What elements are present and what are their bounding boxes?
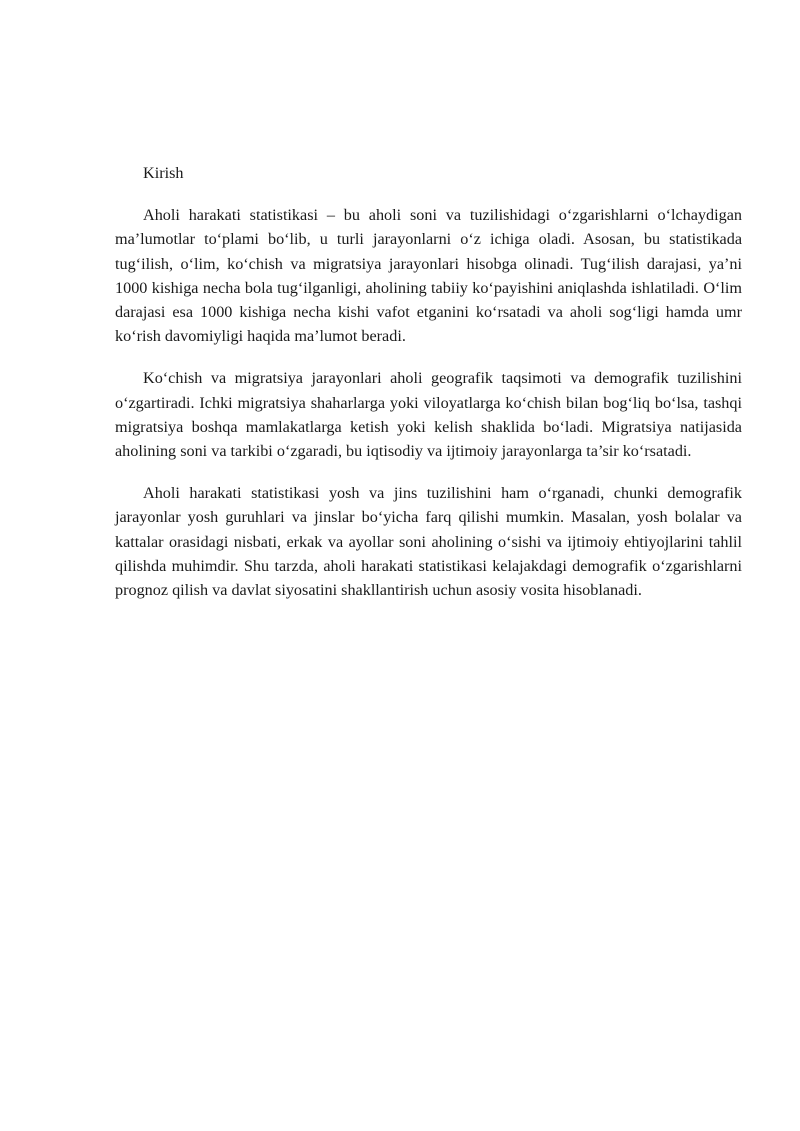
- document-page: [115, 161, 742, 620]
- paragraph-2: Ko‘chish va migratsiya jarayonlari aholi geografik taqsimoti va demografik tuzilishini o‘zgartiradi. Ichki migratsiya shaharlarga yoki viloyatlarga ko‘chish bilan bog‘liq bo‘lsa, tashqi migratsiya boshqa mamlakatlarga ketish yoki kelish shaklida bo‘ladi. Migratsiya natijasida aholining soni va tarkibi o‘zgaradi, bu iqtisodiy va ijtimoiy jarayonlarga ta’sir ko‘rsatadi.: [115, 369, 742, 461]
- paragraph-3: Aholi harakati statistikasi yosh va jins tuzilishini ham o‘rganadi, chunki demografik jarayonlar yosh guruhlari va jinslar bo‘yicha farq qilishi mumkin. Masalan, yosh bolalar va kattalar orasidagi nisbati, erkak va ayollar soni aholining o‘sishi va ijtimoiy ehtiyojlarini tahlil qilishda muhimdir. Shu tarzda, aholi harakati statistikasi kelajakdagi demografik o‘zgarishlarni prognoz qilish va davlat siyosatini shakllantirish uchun asosiy vosita hisoblanadi.: [115, 484, 742, 600]
- section-heading: Kirish: [143, 164, 184, 182]
- paragraph-1: Aholi harakati statistikasi – bu aholi soni va tuzilishidagi o‘zgarishlarni o‘lchaydigan ma’lumotlar to‘plami bo‘lib, u turli jarayonlarni o‘z ichiga oladi. Asosan, bu statistikada tug‘ilish, o‘lim, ko‘chish va migratsiya jarayonlari hisobga olinadi. Tug‘ilish darajasi, ya’ni 1000 kishiga necha bola tug‘ilganligi, aholining tabiiy ko‘payishini aniqlashda ishlatiladi. O‘lim darajasi esa 1000 kishiga necha kishi vafot etganini ko‘rsatadi va aholi sog‘ligi hamda umr ko‘rish davomiyligi haqida ma’lumot beradi.: [115, 206, 742, 346]
